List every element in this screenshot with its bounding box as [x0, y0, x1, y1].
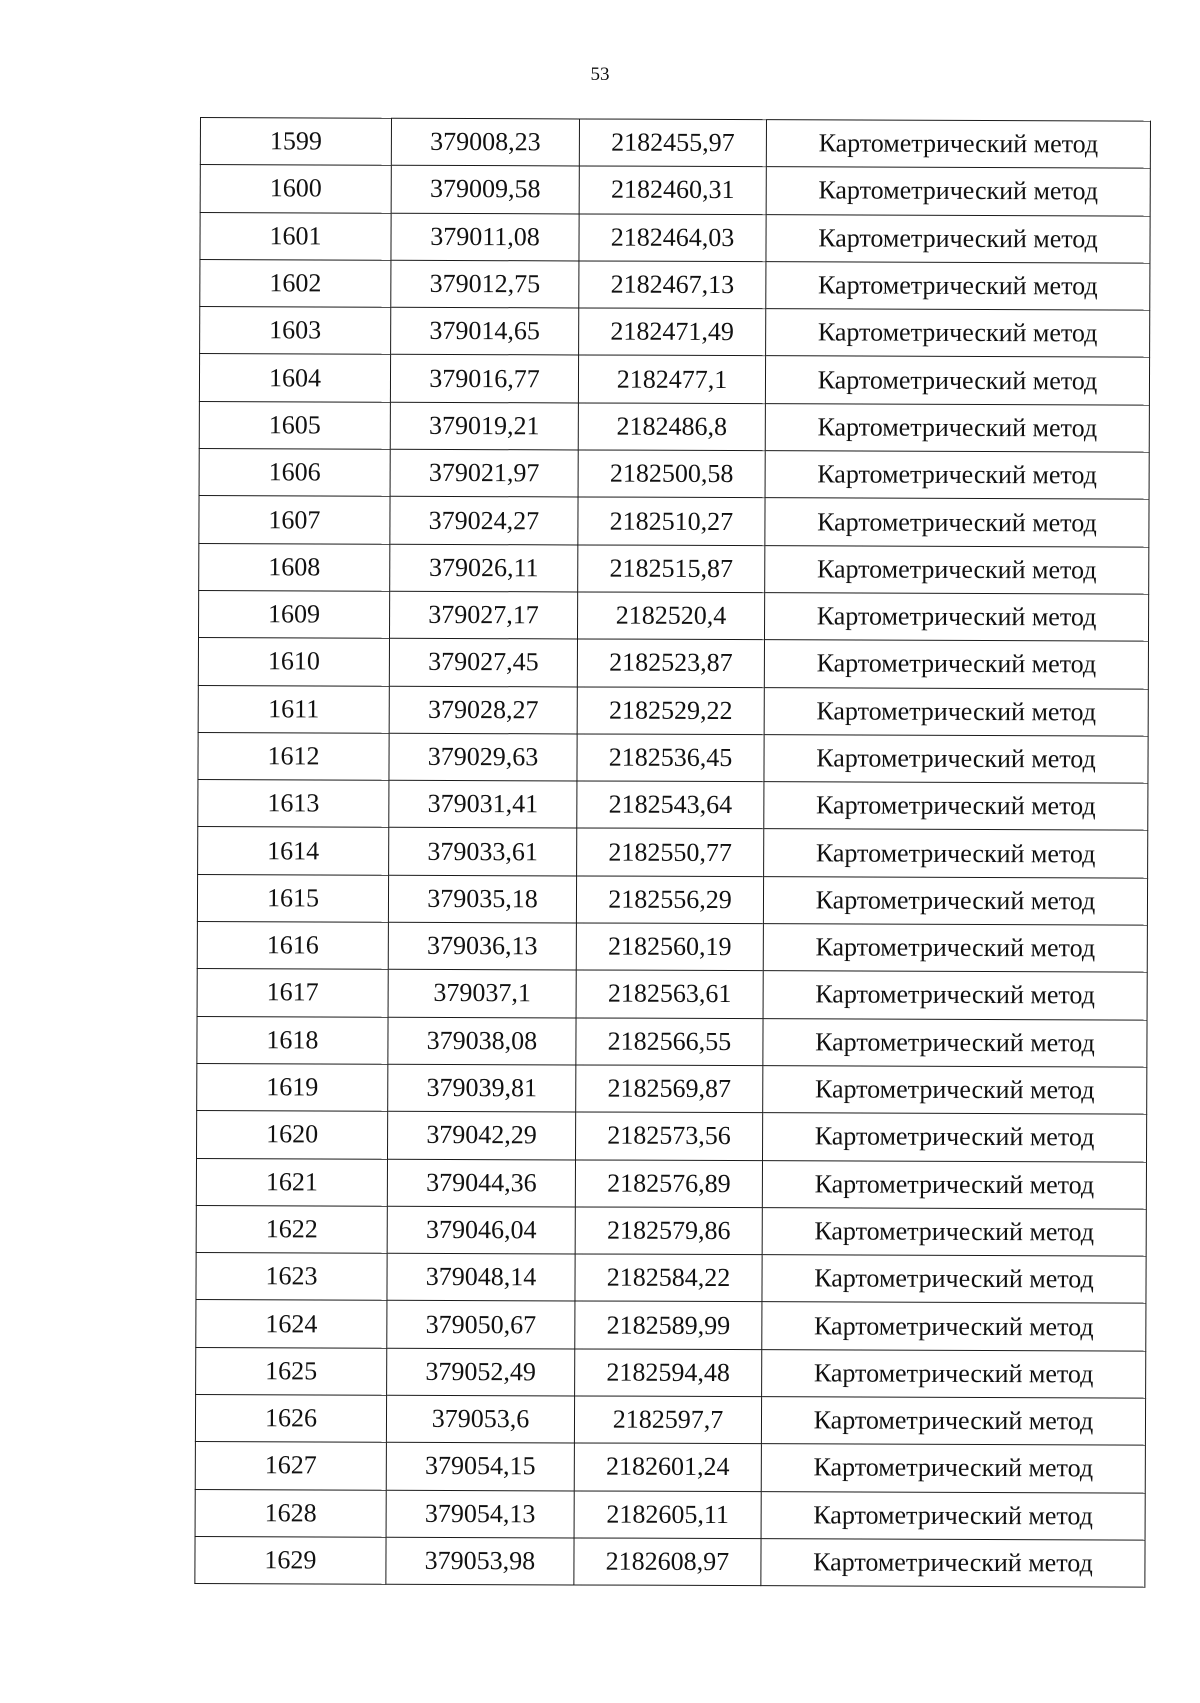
x-coordinate-cell: 379053,98: [386, 1537, 574, 1585]
method-cell: Картометрический метод: [763, 876, 1147, 925]
point-number-cell: 1602: [200, 259, 391, 307]
x-coordinate-cell: 379026,11: [390, 544, 578, 592]
point-number-cell: 1622: [196, 1205, 387, 1253]
x-coordinate-cell: 379027,17: [389, 591, 577, 639]
y-coordinate-cell: 2182589,99: [575, 1301, 762, 1349]
table-row: [196, 1253, 1146, 1304]
point-number-cell: 1617: [197, 969, 388, 1017]
y-coordinate-cell: 2182536,45: [577, 734, 764, 782]
y-coordinate-cell: 2182569,87: [576, 1065, 763, 1113]
table-row: [197, 969, 1147, 1020]
x-coordinate-cell: 379052,49: [387, 1348, 575, 1396]
method-cell: Картометрический метод: [761, 1491, 1145, 1540]
x-coordinate-cell: 379046,04: [387, 1206, 575, 1254]
table-row: [200, 118, 1150, 169]
y-coordinate-cell: 2182573,56: [575, 1112, 762, 1160]
point-number-cell: 1619: [197, 1063, 388, 1111]
y-coordinate-cell: 2182520,4: [577, 592, 764, 640]
table-row: [199, 354, 1149, 405]
x-coordinate-cell: 379042,29: [388, 1111, 576, 1159]
x-coordinate-cell: 379016,77: [390, 355, 578, 403]
x-coordinate-cell: 379054,13: [386, 1490, 574, 1538]
point-number-cell: 1623: [196, 1253, 387, 1301]
table-row: [200, 165, 1150, 216]
point-number-cell: 1608: [199, 543, 390, 591]
point-number-cell: 1601: [200, 212, 391, 260]
point-number-cell: 1618: [197, 1016, 388, 1064]
y-coordinate-cell: 2182471,49: [579, 308, 766, 356]
y-coordinate-cell: 2182597,7: [574, 1396, 761, 1444]
point-number-cell: 1620: [197, 1111, 388, 1159]
x-coordinate-cell: 379012,75: [391, 260, 579, 308]
point-number-cell: 1626: [195, 1395, 386, 1443]
x-coordinate-cell: 379037,1: [388, 970, 576, 1018]
y-coordinate-cell: 2182529,22: [577, 687, 764, 735]
table-row: [196, 1205, 1146, 1256]
x-coordinate-cell: 379014,65: [391, 307, 579, 355]
table-row: [198, 732, 1148, 783]
y-coordinate-cell: 2182510,27: [578, 497, 765, 545]
y-coordinate-cell: 2182550,77: [577, 828, 764, 876]
method-cell: Картометрический метод: [766, 167, 1150, 216]
point-number-cell: 1605: [199, 401, 390, 449]
table-row: [200, 307, 1150, 358]
x-coordinate-cell: 379024,27: [390, 497, 578, 545]
x-coordinate-cell: 379027,45: [389, 638, 577, 686]
y-coordinate-cell: 2182464,03: [579, 214, 766, 262]
coordinates-table: [194, 117, 1151, 1588]
y-coordinate-cell: 2182543,64: [577, 781, 764, 829]
point-number-cell: 1621: [196, 1158, 387, 1206]
table-row: [199, 401, 1149, 452]
table-row: [199, 543, 1149, 594]
x-coordinate-cell: 379036,13: [388, 922, 576, 970]
table-row: [199, 449, 1149, 500]
x-coordinate-cell: 379054,15: [386, 1443, 574, 1491]
method-cell: Картометрический метод: [762, 1349, 1146, 1398]
method-cell: Картометрический метод: [762, 1302, 1146, 1351]
x-coordinate-cell: 379009,58: [391, 166, 579, 214]
y-coordinate-cell: 2182584,22: [575, 1254, 762, 1302]
table-row: [197, 1016, 1147, 1067]
method-cell: Картометрический метод: [761, 1539, 1145, 1588]
x-coordinate-cell: 379035,18: [388, 875, 576, 923]
y-coordinate-cell: 2182608,97: [574, 1538, 761, 1586]
y-coordinate-cell: 2182515,87: [578, 545, 765, 593]
point-number-cell: 1600: [200, 165, 391, 213]
y-coordinate-cell: 2182601,24: [574, 1443, 761, 1491]
method-cell: Картометрический метод: [762, 1160, 1146, 1209]
method-cell: Картометрический метод: [766, 120, 1150, 169]
x-coordinate-cell: 379029,63: [389, 733, 577, 781]
table-row: [196, 1158, 1146, 1209]
point-number-cell: 1606: [199, 449, 390, 497]
y-coordinate-cell: 2182560,19: [576, 923, 763, 971]
table-row: [199, 496, 1149, 547]
point-number-cell: 1628: [195, 1489, 386, 1537]
y-coordinate-cell: 2182460,31: [579, 166, 766, 214]
table-row: [195, 1395, 1145, 1446]
table-row: [197, 1063, 1147, 1114]
method-cell: Картометрический метод: [763, 924, 1147, 973]
point-number-cell: 1611: [198, 685, 389, 733]
method-cell: Картометрический метод: [763, 1066, 1147, 1115]
method-cell: Картометрический метод: [761, 1397, 1145, 1446]
x-coordinate-cell: 379008,23: [391, 118, 579, 166]
point-number-cell: 1625: [196, 1347, 387, 1395]
x-coordinate-cell: 379019,21: [390, 402, 578, 450]
table-row: [199, 590, 1149, 641]
point-number-cell: 1624: [196, 1300, 387, 1348]
y-coordinate-cell: 2182563,61: [576, 970, 763, 1018]
point-number-cell: 1629: [195, 1536, 386, 1584]
point-number-cell: 1627: [195, 1442, 386, 1490]
method-cell: Картометрический метод: [762, 1113, 1146, 1162]
table-row: [196, 1347, 1146, 1398]
table-row: [197, 874, 1147, 925]
y-coordinate-cell: 2182486,8: [578, 403, 765, 451]
x-coordinate-cell: 379050,67: [387, 1301, 575, 1349]
y-coordinate-cell: 2182523,87: [577, 639, 764, 687]
method-cell: Картометрический метод: [765, 403, 1149, 452]
table-row: [195, 1442, 1145, 1493]
page-number: 53: [590, 64, 610, 85]
y-coordinate-cell: 2182455,97: [579, 119, 766, 167]
method-cell: Картометрический метод: [765, 451, 1149, 500]
y-coordinate-cell: 2182556,29: [576, 876, 763, 924]
point-number-cell: 1615: [197, 874, 388, 922]
coordinates-table-container: [194, 117, 1150, 1588]
table-row: [198, 685, 1148, 736]
y-coordinate-cell: 2182477,1: [578, 355, 765, 403]
table-row: [198, 827, 1148, 878]
x-coordinate-cell: 379053,6: [386, 1395, 574, 1443]
method-cell: Картометрический метод: [764, 829, 1148, 878]
x-coordinate-cell: 379048,14: [387, 1253, 575, 1301]
table-row: [198, 780, 1148, 831]
method-cell: Картометрический метод: [763, 971, 1147, 1020]
x-coordinate-cell: 379033,61: [389, 828, 577, 876]
method-cell: Картометрический метод: [764, 782, 1148, 831]
table-row: [195, 1489, 1145, 1540]
x-coordinate-cell: 379011,08: [391, 213, 579, 261]
y-coordinate-cell: 2182576,89: [575, 1159, 762, 1207]
point-number-cell: 1616: [197, 922, 388, 970]
table-row: [200, 259, 1150, 310]
point-number-cell: 1599: [200, 118, 391, 166]
table-row: [197, 1111, 1147, 1162]
y-coordinate-cell: 2182579,86: [575, 1207, 762, 1255]
method-cell: Картометрический метод: [765, 498, 1149, 547]
method-cell: Картометрический метод: [763, 1018, 1147, 1067]
method-cell: Картометрический метод: [764, 593, 1148, 642]
x-coordinate-cell: 379028,27: [389, 686, 577, 734]
method-cell: Картометрический метод: [764, 640, 1148, 689]
table-row: [195, 1536, 1145, 1587]
method-cell: Картометрический метод: [764, 687, 1148, 736]
table-row: [196, 1300, 1146, 1351]
method-cell: Картометрический метод: [765, 545, 1149, 594]
coordinates-table-body: [195, 118, 1151, 1588]
point-number-cell: 1612: [198, 732, 389, 780]
method-cell: Картометрический метод: [766, 214, 1150, 263]
x-coordinate-cell: 379039,81: [388, 1064, 576, 1112]
method-cell: Картометрический метод: [766, 309, 1150, 358]
x-coordinate-cell: 379021,97: [390, 449, 578, 497]
method-cell: Картометрический метод: [764, 735, 1148, 784]
method-cell: Картометрический метод: [762, 1207, 1146, 1256]
y-coordinate-cell: 2182500,58: [578, 450, 765, 498]
y-coordinate-cell: 2182566,55: [576, 1018, 763, 1066]
x-coordinate-cell: 379038,08: [388, 1017, 576, 1065]
method-cell: Картометрический метод: [765, 356, 1149, 405]
y-coordinate-cell: 2182605,11: [574, 1491, 761, 1539]
method-cell: Картометрический метод: [761, 1444, 1145, 1493]
table-row: [200, 212, 1150, 263]
method-cell: Картометрический метод: [766, 262, 1150, 311]
point-number-cell: 1607: [199, 496, 390, 544]
point-number-cell: 1603: [200, 307, 391, 355]
y-coordinate-cell: 2182594,48: [575, 1349, 762, 1397]
point-number-cell: 1609: [199, 590, 390, 638]
point-number-cell: 1614: [198, 827, 389, 875]
y-coordinate-cell: 2182467,13: [579, 261, 766, 309]
table-row: [198, 638, 1148, 689]
x-coordinate-cell: 379044,36: [387, 1159, 575, 1207]
point-number-cell: 1613: [198, 780, 389, 828]
method-cell: Картометрический метод: [762, 1255, 1146, 1304]
x-coordinate-cell: 379031,41: [389, 780, 577, 828]
table-row: [197, 922, 1147, 973]
point-number-cell: 1604: [199, 354, 390, 402]
point-number-cell: 1610: [198, 638, 389, 686]
